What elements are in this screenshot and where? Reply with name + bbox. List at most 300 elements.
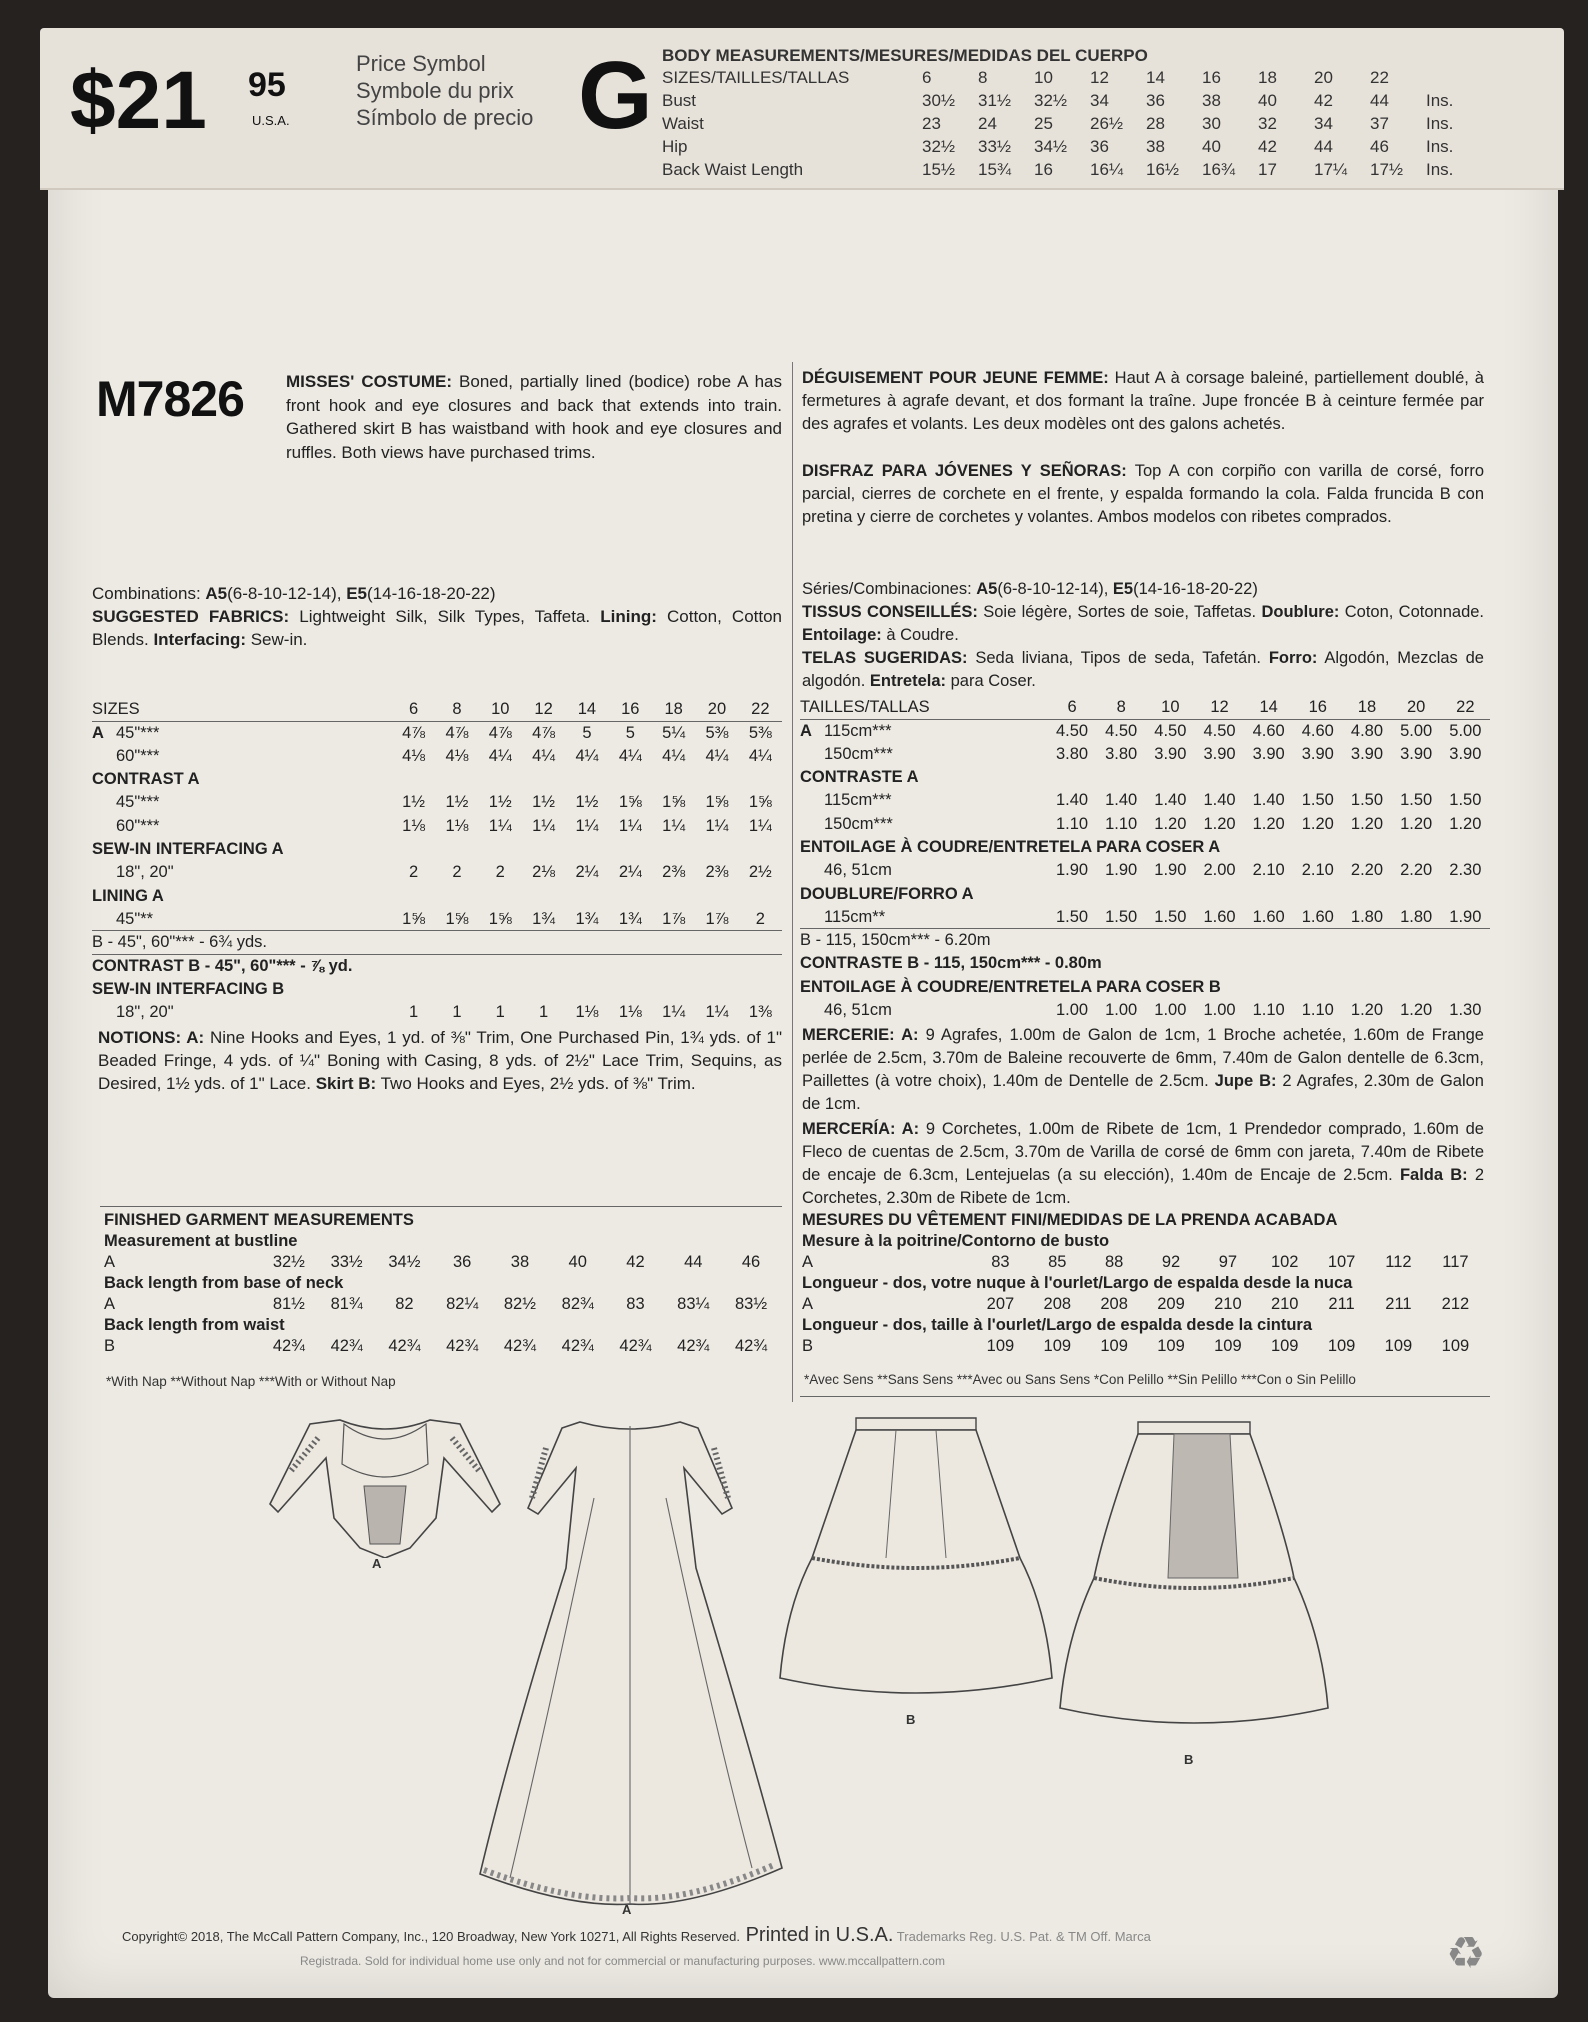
yardage-fabric-width: 45"*** xyxy=(116,793,160,812)
suggested-fabrics-en: SUGGESTED FABRICS: Lightweight Silk, Silk Types, Taffeta. Lining: Cotton, Cotton Blends. Interfacing: Sew-in. xyxy=(92,607,783,649)
yardage-value: 1.60 xyxy=(1203,907,1236,926)
yardage-value: 1.00 xyxy=(1203,1001,1236,1019)
measurement-unit xyxy=(1426,66,1482,89)
yardage-section-label: CONTRAST A xyxy=(92,770,200,789)
yardage-value: 1¼ xyxy=(662,816,686,835)
body-measurement-row xyxy=(662,158,1482,181)
finished-title-row xyxy=(802,1210,1484,1231)
finished-value: 112 xyxy=(1385,1253,1412,1271)
measurement-value: 42 xyxy=(1258,136,1277,156)
yardage-value: 3.90 xyxy=(1252,744,1285,763)
measurement-value: 44 xyxy=(1370,90,1389,110)
finished-value: 42¾ xyxy=(330,1337,363,1355)
yardage-view: A xyxy=(92,723,104,742)
finished-view: B xyxy=(802,1337,814,1355)
yardage-fabric-width: 150cm*** xyxy=(824,814,893,833)
yardage-value: 1.20 xyxy=(1252,814,1285,833)
finished-view: B xyxy=(104,1337,116,1355)
yardage-value: 1 xyxy=(452,1003,462,1021)
finished-value: 109 xyxy=(1100,1337,1128,1355)
yardage-fabric-width: 150cm*** xyxy=(824,744,893,763)
description-es-text: Top A con corpiño con varilla de corsé, forro parcial, cierres de corchete en el frente, y espalda formando la cola. Falda fruncida B con pretina y cierre de corchetes y volantes. Ambos modelos con ribetes comprados. xyxy=(802,462,1484,526)
finished-group-values-row xyxy=(802,1336,1484,1357)
finished-title: FINISHED GARMENT MEASUREMENTS xyxy=(104,1211,414,1229)
yardage-row xyxy=(800,719,1490,742)
yardage-value: 5⅜ xyxy=(705,723,729,742)
yardage-value: 3.90 xyxy=(1301,744,1334,763)
description-en xyxy=(286,370,782,464)
yardage-fabric-width: 60"*** xyxy=(116,746,160,765)
yardage-value: 2 xyxy=(452,863,462,882)
yardage-size: 8 xyxy=(1097,696,1146,719)
description-fr xyxy=(802,367,1484,436)
yardage-value: 4¼ xyxy=(532,746,556,765)
yardage-value: 1.50 xyxy=(1105,907,1138,926)
measurement-value: 42 xyxy=(1314,90,1333,110)
yardage-sizes-label: TAILLES/TALLAS xyxy=(800,696,1047,719)
yardage-section-label: DOUBLURE/FORRO A xyxy=(800,884,974,903)
finished-value: 210 xyxy=(1214,1295,1242,1313)
view-b-skirt-front-drawing xyxy=(776,1408,1056,1708)
finished-view: A xyxy=(802,1295,814,1313)
yardage-note: B - 115, 150cm*** - 6.20m xyxy=(800,929,1490,952)
finished-value: 82¾ xyxy=(561,1295,594,1313)
finished-group-label-row xyxy=(104,1273,780,1294)
finished-value: 109 xyxy=(1327,1337,1356,1355)
yardage-value: 1½ xyxy=(575,793,599,812)
body-measurements xyxy=(662,46,1482,181)
notions-en: NOTIONS: A: Nine Hooks and Eyes, 1 yd. of ⅜" Trim, One Purchased Pin, 1¾ yds. of 1" Beaded Fringe, 4 yds. of ¼" Boning with Casing, 8 yds. of 2½" Lace Trim, Sequins, as Desired, 1½ yds. of 1" Lace. Skirt B: Two Hooks and Eyes, 2½ yds. of ⅜" Trim. xyxy=(98,1028,782,1093)
yardage-value: 1⅝ xyxy=(445,909,469,928)
yardage-value: 1.30 xyxy=(1449,1001,1482,1019)
finished-value: 109 xyxy=(1214,1337,1242,1355)
yardage-fabric-width: 18", 20" xyxy=(116,863,174,882)
measurement-unit: Ins. xyxy=(1426,159,1454,179)
yardage-value: 1¾ xyxy=(575,909,599,928)
yardage-value: 2.00 xyxy=(1203,861,1236,880)
measurement-label: Hip xyxy=(662,136,688,156)
yardage-value: 4.60 xyxy=(1252,721,1285,740)
divider-bottom-fr xyxy=(800,1396,1490,1397)
nap-note-en: *With Nap **Without Nap ***With or Without Nap xyxy=(106,1374,396,1389)
yardage-value: 4.80 xyxy=(1350,721,1384,740)
yardage-fabric-width: 115cm*** xyxy=(824,721,892,740)
yardage-row xyxy=(92,1001,782,1024)
yardage-value: 1.10 xyxy=(1301,1001,1334,1019)
yardage-value: 1¼ xyxy=(532,816,556,835)
measurement-unit: Ins. xyxy=(1426,136,1454,156)
finished-value: 209 xyxy=(1157,1295,1185,1313)
yardage-view xyxy=(800,999,824,1022)
yardage-value: 5¼ xyxy=(662,723,686,742)
yardage-fabric-width: 18", 20" xyxy=(116,1003,174,1021)
yardage-value: 1.90 xyxy=(1055,861,1089,880)
combinations-fr: Séries/Combinaciones: A5(6-8-10-12-14), E5(14-16-18-20-22) xyxy=(802,580,1258,598)
yardage-value: 2.10 xyxy=(1301,861,1334,880)
finished-value: 42¾ xyxy=(272,1337,305,1355)
yardage-row xyxy=(92,838,782,861)
yardage-fabric-width: 115cm** xyxy=(824,907,886,926)
yardage-value: 1¾ xyxy=(532,909,556,928)
yardage-value: 1⅝ xyxy=(662,793,686,812)
yardage-fabric-width: 45"*** xyxy=(116,723,160,742)
yardage-value: 2¼ xyxy=(575,863,599,882)
yardage-value: 1.40 xyxy=(1055,791,1089,810)
finished-group-label: Back length from base of neck xyxy=(104,1274,344,1292)
yardage-value: 2⅜ xyxy=(662,863,686,882)
yardage-row xyxy=(800,743,1490,766)
yardage-section-label: ENTOILAGE À COUDRE/ENTRETELA PARA COSER A xyxy=(800,837,1221,856)
finished-view: A xyxy=(104,1253,116,1271)
finished-value: 117 xyxy=(1442,1253,1469,1271)
measurement-value: 15¾ xyxy=(978,159,1012,179)
copyright: Copyright© 2018, The McCall Pattern Company, Inc., 120 Broadway, New York 10271, All Rights Reserved. Printed in U.S.A. Trademarks Reg. U.S. Pat. & TM Off. Marca xyxy=(122,1924,1151,1946)
yardage-size: 12 xyxy=(1195,696,1244,719)
yardage-fabric-width: 115cm*** xyxy=(824,791,892,810)
yardage-size: 22 xyxy=(1441,696,1490,719)
yardage-size: 18 xyxy=(1342,696,1391,719)
yardage-view xyxy=(800,859,824,882)
finished-value: 33½ xyxy=(330,1253,363,1271)
yardage-value: 1.50 xyxy=(1055,907,1089,926)
finished-value: 109 xyxy=(1441,1337,1470,1355)
finished-value: 40 xyxy=(568,1253,587,1271)
description-en-title: MISSES' COSTUME: xyxy=(286,372,452,391)
yardage-size-header xyxy=(800,696,1490,719)
yardage-value: 1.50 xyxy=(1350,791,1384,810)
measurement-value: 28 xyxy=(1146,113,1165,133)
finished-group-values-row xyxy=(104,1336,780,1357)
measurement-value: 26½ xyxy=(1090,113,1124,133)
finished-value: 83½ xyxy=(735,1295,768,1313)
body-measurements-table xyxy=(662,66,1482,181)
yardage-value: 1 xyxy=(408,1003,419,1021)
yardage-value: 1¼ xyxy=(705,1003,729,1021)
body-measurements-title: BODY MEASUREMENTS/MESURES/MEDIDAS DEL CUERPO xyxy=(662,46,1148,65)
price-dollars: $21 xyxy=(70,55,207,146)
yardage-value: 1½ xyxy=(488,793,512,812)
yardage-value: 1.20 xyxy=(1301,814,1334,833)
view-a-label-1: A xyxy=(372,1556,382,1571)
yardage-value: 3.90 xyxy=(1350,744,1384,763)
yardage-view xyxy=(92,745,116,768)
measurement-value: 12 xyxy=(1090,67,1109,87)
measurement-value: 23 xyxy=(922,113,941,133)
yardage-value: 4¼ xyxy=(662,746,686,765)
measurement-value: 44 xyxy=(1314,136,1333,156)
suggested-fabrics-fr: TISSUS CONSEILLÉS: Soie légère, Sortes de soie, Taffetas. Doublure: Coton, Cotonnade. Entoilage: à Coudre. xyxy=(802,603,1485,644)
yardage-row xyxy=(800,906,1490,929)
finished-view: A xyxy=(802,1253,814,1271)
yardage-value: 1½ xyxy=(402,793,426,812)
yardage-value: 1.20 xyxy=(1350,1001,1384,1019)
yardage-value: 4⅞ xyxy=(488,723,512,742)
finished-value: 109 xyxy=(1157,1337,1185,1355)
yardage-value: 1⅛ xyxy=(575,1003,599,1021)
notions-fr: MERCERIE: A: 9 Agrafes, 1.00m de Galon de 1cm, 1 Broche achetée, 1.60m de Frange perlée de 2.5cm, 3.70m de Baleine recouverte de 6mm, 7.40m de Galon dentelle de 6.3cm, Paillettes (à votre choix), 1.40m de Dentelle de 2.5cm. Jupe B: 2 Agrafes, 2.30m de Galon de 1cm. xyxy=(802,1026,1484,1113)
fabrics-en xyxy=(92,582,782,651)
yardage-value: 1 xyxy=(539,1003,549,1021)
yardage-size: 20 xyxy=(695,698,738,721)
nap-note-fr: *Avec Sens **Sans Sens ***Avec ou Sans Sens *Con Pelillo **Sin Pelillo ***Con o Sin Pelillo xyxy=(804,1372,1356,1387)
yardage-value: 4.50 xyxy=(1105,721,1138,740)
measurement-value: 16¾ xyxy=(1202,159,1236,179)
yardage-value: 1.50 xyxy=(1154,907,1187,926)
price-symbol-fr: Symbole du prix xyxy=(356,78,514,103)
pattern-number: M7826 xyxy=(96,371,244,427)
yardage-value: 1.10 xyxy=(1252,1001,1285,1019)
yardage-row xyxy=(800,882,1490,905)
yardage-value: 1.00 xyxy=(1154,1001,1187,1019)
yardage-size: 10 xyxy=(1146,696,1195,719)
yardage-row xyxy=(800,929,1490,952)
combinations-en: Combinations: A5(6-8-10-12-14), E5(14-16-18-20-22) xyxy=(92,584,496,603)
yardage-row xyxy=(92,814,782,837)
yardage-size: 12 xyxy=(522,698,565,721)
yardage-fabric-width: 46, 51cm xyxy=(824,861,892,880)
yardage-row xyxy=(800,836,1490,859)
description-en-text: Boned, partially lined (bodice) robe A has front hook and eye closures and back that extends into train. Gathered skirt B has waistband with hook and eye closures and ruffles. Both views have purchased trims. xyxy=(286,372,782,462)
measurement-value: 10 xyxy=(1034,67,1053,87)
yardage-value: 1.20 xyxy=(1400,814,1433,833)
yardage-note: B - 45", 60"*** - 6¾ yds. xyxy=(92,931,782,954)
yardage-value: 1.00 xyxy=(1105,1001,1138,1019)
yardage-size: 20 xyxy=(1392,696,1441,719)
yardage-value: 2.20 xyxy=(1350,861,1384,880)
yardage-value: 1¼ xyxy=(662,1003,686,1021)
yardage-view xyxy=(92,814,116,837)
finished-group-values-row xyxy=(104,1294,780,1315)
yardage-value: 4⅛ xyxy=(402,746,426,765)
yardage-value: 5.00 xyxy=(1449,721,1482,740)
yardage-size: 16 xyxy=(609,698,652,721)
measurement-value: 32½ xyxy=(1034,90,1068,110)
yardage-value: 4¼ xyxy=(618,746,642,765)
yardage-row xyxy=(92,791,782,814)
yardage-value: 1.20 xyxy=(1400,1001,1433,1019)
recycle-icon: ♻ xyxy=(1446,1929,1486,1978)
yardage-value: 1.20 xyxy=(1449,814,1482,833)
price-symbol-es: Símbolo de precio xyxy=(356,105,534,130)
finished-value: 207 xyxy=(986,1295,1015,1313)
measurement-value: 34 xyxy=(1314,113,1333,133)
finished-group-label-row xyxy=(802,1315,1484,1336)
finished-value: 38 xyxy=(510,1253,530,1271)
yardage-row xyxy=(800,952,1490,975)
finished-value: 92 xyxy=(1161,1253,1181,1271)
yardage-value: 1¼ xyxy=(748,816,772,835)
yardage-value: 1¼ xyxy=(575,816,599,835)
yardage-value: 5⅜ xyxy=(748,723,772,742)
yardage-value: 1⅞ xyxy=(662,909,686,928)
yardage-value: 1.80 xyxy=(1400,907,1433,926)
finished-value: 211 xyxy=(1328,1295,1355,1313)
finished-value: 210 xyxy=(1270,1295,1299,1313)
finished-value: 102 xyxy=(1270,1253,1299,1271)
finished-title-row xyxy=(104,1210,780,1231)
finished-group-label-row xyxy=(104,1315,780,1336)
yardage-row xyxy=(800,976,1490,999)
yardage-value: 4⅞ xyxy=(402,723,426,742)
yardage-size-header xyxy=(92,698,782,721)
measurement-label: Back Waist Length xyxy=(662,159,804,179)
finished-value: 109 xyxy=(986,1337,1015,1355)
yardage-value: 1.40 xyxy=(1252,791,1285,810)
measurement-label: Bust xyxy=(662,90,697,110)
measurement-value: 25 xyxy=(1034,113,1053,133)
finished-value: 85 xyxy=(1048,1253,1067,1271)
yardage-value: 1⅞ xyxy=(705,909,729,928)
finished-value: 83¼ xyxy=(677,1295,710,1313)
measurement-value: 32½ xyxy=(922,136,956,156)
measurement-value: 38 xyxy=(1202,90,1221,110)
finished-value: 88 xyxy=(1104,1253,1124,1271)
copyright-line-2: Registrada. Sold for individual home use only and not for commercial or manufacturing purposes. www.mccallpattern.com xyxy=(300,1954,945,1968)
finished-value: 107 xyxy=(1327,1253,1356,1271)
measurement-value: 16½ xyxy=(1146,159,1180,179)
measurement-value: 36 xyxy=(1090,136,1109,156)
finished-group-label: Mesure à la poitrine/Contorno de busto xyxy=(802,1232,1110,1250)
yardage-row xyxy=(800,999,1490,1022)
yardage-value: 1⅝ xyxy=(618,793,642,812)
yardage-view: A xyxy=(800,721,812,740)
yardage-value: 4¼ xyxy=(748,746,772,765)
finished-value: 208 xyxy=(1043,1295,1072,1313)
measurement-value: 33½ xyxy=(978,136,1012,156)
finished-value: 42 xyxy=(626,1253,645,1271)
view-b-label-1: B xyxy=(906,1712,916,1727)
finished-value: 109 xyxy=(1043,1337,1072,1355)
measurement-value: 17½ xyxy=(1370,159,1404,179)
finished-value: 32½ xyxy=(272,1253,305,1271)
measurement-value: 38 xyxy=(1146,136,1165,156)
yardage-size: 10 xyxy=(479,698,522,721)
yardage-table-fr xyxy=(800,696,1490,1022)
finished-value: 109 xyxy=(1270,1337,1299,1355)
yardage-fabric-width: 46, 51cm xyxy=(824,1001,892,1019)
finished-group-values-row xyxy=(802,1294,1484,1315)
measurement-value: 37 xyxy=(1370,113,1389,133)
yardage-size: 14 xyxy=(1244,696,1293,719)
finished-value: 46 xyxy=(741,1253,761,1271)
yardage-row xyxy=(92,768,782,791)
yardage-value: 2 xyxy=(408,863,419,882)
fabrics-fr-es xyxy=(802,578,1484,693)
finished-group-label-row xyxy=(802,1231,1484,1252)
finished-value: 211 xyxy=(1385,1295,1412,1313)
measurement-value: 6 xyxy=(922,67,932,87)
yardage-value: 1¾ xyxy=(618,909,642,928)
yardage-value: 1.60 xyxy=(1252,907,1285,926)
yardage-value: 1.10 xyxy=(1105,814,1138,833)
price xyxy=(70,55,290,146)
measurement-value: 17¼ xyxy=(1314,159,1348,179)
finished-value: 83 xyxy=(991,1253,1010,1271)
finished-value: 81¾ xyxy=(330,1295,363,1313)
finished-value: 109 xyxy=(1384,1337,1413,1355)
measurement-value: 16 xyxy=(1034,159,1053,179)
yardage-view xyxy=(800,743,824,766)
column-divider xyxy=(792,362,793,1402)
finished-value: 97 xyxy=(1218,1253,1238,1271)
yardage-note: CONTRASTE B - 115, 150cm*** - 0.80m xyxy=(800,954,1102,973)
yardage-value: 1.50 xyxy=(1449,791,1482,810)
price-symbol-en: Price Symbol xyxy=(356,51,486,76)
measurement-value: 14 xyxy=(1146,67,1165,87)
yardage-view xyxy=(92,1001,116,1024)
measurement-value: 30½ xyxy=(922,90,956,110)
price-symbol-labels xyxy=(356,50,533,131)
yardage-value: 1.10 xyxy=(1055,814,1089,833)
body-measurement-row xyxy=(662,112,1482,135)
body-measurement-row xyxy=(662,89,1482,112)
yardage-value: 1½ xyxy=(445,793,469,812)
finished-value: 81½ xyxy=(272,1295,305,1313)
finished-value: 82½ xyxy=(503,1295,536,1313)
yardage-value: 3.80 xyxy=(1055,744,1089,763)
measurement-value: 20 xyxy=(1314,67,1333,87)
finished-value: 83 xyxy=(626,1295,645,1313)
yardage-section-label: SEW-IN INTERFACING A xyxy=(92,839,284,858)
yardage-value: 2 xyxy=(495,863,505,882)
yardage-value: 4⅛ xyxy=(445,746,469,765)
yardage-value: 1.00 xyxy=(1055,1001,1089,1019)
finished-group-label: Longueur - dos, votre nuque à l'ourlet/Largo de espalda desde la nuca xyxy=(802,1274,1353,1292)
yardage-value: 1.40 xyxy=(1105,791,1138,810)
finished-measurements-en xyxy=(104,1210,780,1357)
measurement-value: 46 xyxy=(1370,136,1389,156)
yardage-value: 1.20 xyxy=(1350,814,1384,833)
yardage-section-label: LINING A xyxy=(92,886,164,905)
yardage-value: 1.50 xyxy=(1400,791,1433,810)
yardage-value: 5 xyxy=(625,723,635,742)
finished-value: 34½ xyxy=(388,1253,421,1271)
yardage-size: 6 xyxy=(392,698,435,721)
finished-value: 42¾ xyxy=(446,1337,479,1355)
yardage-value: 1.90 xyxy=(1105,861,1138,880)
measurement-value: 15½ xyxy=(922,159,956,179)
yardage-row xyxy=(800,812,1490,835)
price-cents: 95 xyxy=(248,66,286,104)
finished-value: 212 xyxy=(1441,1295,1470,1313)
yardage-value: 3.90 xyxy=(1203,744,1236,763)
yardage-size: 22 xyxy=(739,698,782,721)
yardage-section-label: CONTRASTE A xyxy=(800,768,919,787)
body-measurement-row xyxy=(662,135,1482,158)
yardage-value: 1.40 xyxy=(1203,791,1236,810)
yardage-fabric-width: 60"*** xyxy=(116,816,160,835)
view-b-label-2: B xyxy=(1184,1752,1194,1767)
view-b-skirt-back-drawing xyxy=(1054,1408,1334,1738)
body-measurement-row xyxy=(662,66,1482,89)
finished-value: 208 xyxy=(1100,1295,1128,1313)
yardage-value: 3.80 xyxy=(1105,744,1138,763)
finished-group-label-row xyxy=(802,1273,1484,1294)
view-a-robe-drawing xyxy=(470,1408,790,1908)
yardage-size: 14 xyxy=(565,698,608,721)
yardage-value: 1¼ xyxy=(705,816,729,835)
yardage-view xyxy=(92,908,116,931)
yardage-value: 4¼ xyxy=(488,746,512,765)
measurement-value: 24 xyxy=(978,113,997,133)
yardage-value: 1¼ xyxy=(618,816,642,835)
finished-value: 82¼ xyxy=(446,1295,479,1313)
yardage-value: 2⅛ xyxy=(532,863,556,882)
yardage-fabric-width: 45"** xyxy=(116,909,154,928)
yardage-value: 5 xyxy=(582,723,592,742)
yardage-value: 2½ xyxy=(748,863,772,882)
yardage-value: 1⅛ xyxy=(402,816,426,835)
